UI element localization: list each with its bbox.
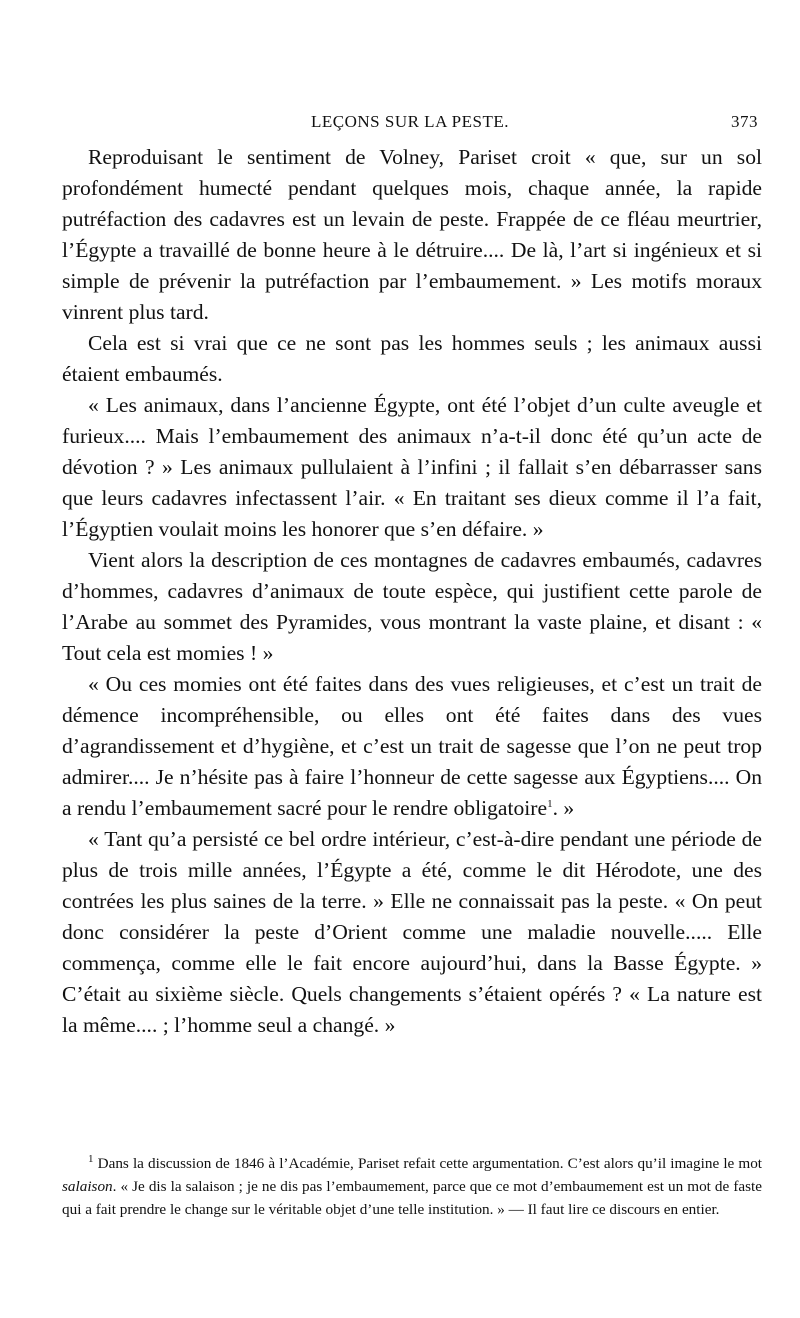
footnote-paragraph — [62, 1152, 762, 1221]
paragraph-text: « Ou ces momies ont été faites dans des vues religieuses, et c’est un trait de démence incompréhensible, ou elles ont été faites dans des vues d’agrandissement et d’hygiène, et c’est un trait de sagesse que l’on ne peut trop admirer.... Je n’hésite pas à faire l’honneur de cette sagesse aux Égyptiens.... On a rendu l’embaumement sacré pour le rendre obligatoire — [62, 672, 762, 820]
footnote-reference[interactable]: 1 — [547, 797, 553, 810]
running-title: LEÇONS SUR LA PESTE. — [311, 112, 509, 131]
page-number: 373 — [731, 112, 758, 131]
paragraph: « Tant qu’a persisté ce bel ordre intérieur, c’est-à-dire pendant une période de plus de trois mille années, l’Égypte a été, comme le dit Hérodote, une des contrées les plus saines de la terre. » Elle ne connaissait pas la peste. « On peut donc considérer la peste d’Orient comme une maladie nouvelle..... Elle commença, comme elle le fait encore aujourd’hui, dans la Basse Égypte. » C’était au sixième siècle. Quels changements s’étaient opérés ? « La nature est la même.... ; l’homme seul a changé. » — [62, 827, 762, 1037]
paragraph: « Les animaux, dans l’ancienne Égypte, ont été l’objet d’un culte aveugle et furieux.... Mais l’embaumement des animaux n’a-t-il donc été qu’un acte de dévotion ? » Les animaux pullulaient à l’infini ; il fallait s’en débarrasser sans que leurs cadavres infectassent l’air. « En traitant ses dieux comme il l’a fait, l’Égyptien voulait moins les honorer que s’en défaire. » — [62, 393, 762, 541]
footnote — [62, 1152, 762, 1221]
footnote-italic-word: salaison — [62, 1178, 113, 1195]
paragraph: Reproduisant le sentiment de Volney, Pariset croit « que, sur un sol profondément humecté pendant quelques mois, chaque année, la rapide putréfaction des cadavres est un levain de peste. Frappée de ce fléau meurtrier, l’Égypte a travaillé de bonne heure à le détruire.... De là, l’art si ingénieux et si simple de prévenir la putréfaction par l’embaumement. » Les motifs moraux vinrent plus tard. — [62, 145, 762, 324]
footnote-text: Dans la discussion de 1846 à l’Académie, Pariset refait cette argumentation. C’est alors qu’il imagine le mot — [97, 1155, 763, 1172]
paragraph-text: . » — [552, 796, 575, 820]
body-text — [62, 142, 762, 1041]
paragraph — [62, 669, 762, 824]
paragraph: Cela est si vrai que ce ne sont pas les hommes seuls ; les animaux aussi étaient embaumés. — [62, 331, 762, 386]
paragraph: Vient alors la description de ces montagnes de cadavres embaumés, cadavres d’hommes, cadavres d’animaux de toute espèce, qui justifient cette parole de l’Arabe au sommet des Pyramides, vous montrant la vaste plaine, et disant : « Tout cela est momies ! » — [62, 548, 762, 665]
footnote-text: . « Je dis la salaison ; je ne dis pas l’embaumement, parce que ce mot d’embaumement est un mot de faste qui a fait prendre le change sur le véritable objet d’une telle institution. » — Il faut lire ce discours en entier. — [62, 1178, 762, 1218]
page-header — [62, 112, 758, 136]
footnote-marker: 1 — [88, 1152, 94, 1165]
